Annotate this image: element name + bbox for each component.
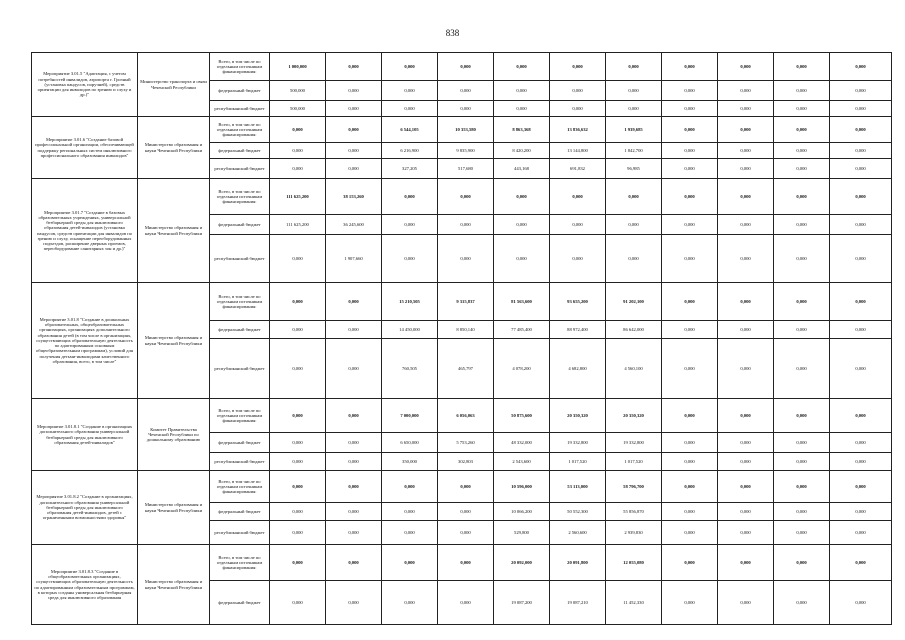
amount-cell: 0,000: [550, 235, 606, 283]
amount-cell: 0,000: [606, 235, 662, 283]
amount-cell: 111 625,200: [270, 215, 326, 235]
executor-cell: Министерство образования и науки Чеченской Республики: [138, 117, 210, 179]
amount-cell: 1 842,700: [606, 143, 662, 159]
amount-cell: 0,000: [270, 581, 326, 625]
amount-cell: 0,000: [494, 235, 550, 283]
amount-cell: 0,000: [438, 545, 494, 581]
amount-cell: 0,000: [718, 117, 774, 143]
amount-cell: 0,000: [326, 101, 382, 117]
amount-cell: 0,000: [662, 117, 718, 143]
amount-cell: 58 796,700: [606, 471, 662, 503]
amount-cell: 12 055,080: [606, 545, 662, 581]
amount-cell: 2 543,600: [494, 453, 550, 471]
funding-source-cell: республиканский бюджет: [210, 339, 270, 399]
amount-cell: 38 153,260: [326, 179, 382, 215]
measure-name-cell: Мероприятие 3.01.8.2 "Создание в организациях, дополнительного образования универсальной безбарьерной среды для инклюзивного образования детей-инвалидов, детей с ограниченными возможностями здоровья": [32, 471, 138, 545]
amount-cell: 0,000: [830, 399, 892, 433]
amount-cell: 13 144,800: [550, 143, 606, 159]
amount-cell: 0,000: [830, 453, 892, 471]
executor-cell: Министерство образования и науки Чеченской Республики: [138, 179, 210, 283]
amount-cell: 91 202,100: [606, 283, 662, 321]
amount-cell: 88 972,400: [550, 321, 606, 339]
amount-cell: 0,000: [382, 215, 438, 235]
amount-cell: 0,000: [326, 159, 382, 179]
amount-cell: 53 113,000: [550, 471, 606, 503]
amount-cell: 0,000: [326, 399, 382, 433]
amount-cell: 0,000: [830, 117, 892, 143]
amount-cell: 19 332,800: [550, 433, 606, 453]
measure-name-cell: Мероприятие 3.01.8 "Создание в дошкольных образовательных, общеобразовательных организациях, организациях дополнительного образования детей (в том числе в организациях, осуществляющих образовательную деятельность по адаптированным основным общеобразовательным программам), условий для получения детьми-инвалидами качественного образования, всего, в том числе": [32, 283, 138, 399]
funding-source-cell: федеральный бюджет: [210, 581, 270, 625]
table-row: [32, 283, 892, 321]
executor-cell: Комитет Правительства Чеченской Республики по дошкольному образованию: [138, 399, 210, 471]
amount-cell: 0,000: [438, 471, 494, 503]
amount-cell: 19 087,210: [550, 581, 606, 625]
amount-cell: 0,000: [662, 101, 718, 117]
amount-cell: 6 216,900: [382, 143, 438, 159]
amount-cell: 0,000: [494, 215, 550, 235]
amount-cell: 0,000: [438, 179, 494, 215]
amount-cell: 0,000: [326, 433, 382, 453]
amount-cell: 0,000: [662, 283, 718, 321]
amount-cell: 529,800: [494, 521, 550, 545]
amount-cell: 10 353,580: [438, 117, 494, 143]
amount-cell: 9 315,837: [438, 283, 494, 321]
amount-cell: 0,000: [550, 179, 606, 215]
amount-cell: 13 836,632: [550, 117, 606, 143]
amount-cell: 4 682,800: [550, 339, 606, 399]
amount-cell: 7 000,000: [382, 399, 438, 433]
amount-cell: 0,000: [662, 179, 718, 215]
amount-cell: 0,000: [662, 545, 718, 581]
funding-source-cell: федеральный бюджет: [210, 503, 270, 521]
amount-cell: 0,000: [270, 545, 326, 581]
table-row: [32, 117, 892, 143]
amount-cell: 0,000: [718, 101, 774, 117]
amount-cell: 0,000: [774, 453, 830, 471]
amount-cell: 6 544,105: [382, 117, 438, 143]
amount-cell: 0,000: [830, 503, 892, 521]
amount-cell: 0,000: [774, 53, 830, 81]
amount-cell: 0,000: [662, 581, 718, 625]
amount-cell: 0,000: [774, 471, 830, 503]
amount-cell: 0,000: [270, 159, 326, 179]
amount-cell: 0,000: [830, 581, 892, 625]
amount-cell: 0,000: [382, 503, 438, 521]
amount-cell: 0,000: [270, 503, 326, 521]
measure-name-cell: Мероприятие 3.01.5 "Адаптация, с учетом потребностей инвалидов, аэропорта г. Грозный (установка пандусов, поручней), средств ориентации для инвалидов по зрению и слуху и др.)": [32, 53, 138, 117]
amount-cell: 0,000: [270, 117, 326, 143]
amount-cell: 19 332,800: [606, 433, 662, 453]
amount-cell: 0,000: [774, 433, 830, 453]
amount-cell: 0,000: [270, 399, 326, 433]
amount-cell: 0,000: [774, 143, 830, 159]
amount-cell: 48 332,000: [494, 433, 550, 453]
amount-cell: 1 939,685: [606, 117, 662, 143]
amount-cell: 0,000: [774, 235, 830, 283]
amount-cell: 0,000: [662, 235, 718, 283]
amount-cell: 500,000: [270, 101, 326, 117]
amount-cell: 1 017,520: [606, 453, 662, 471]
funding-source-cell: республиканский бюджет: [210, 235, 270, 283]
amount-cell: 0,000: [438, 521, 494, 545]
amount-cell: 0,000: [774, 521, 830, 545]
amount-cell: 2 560,600: [550, 521, 606, 545]
amount-cell: 0,000: [662, 521, 718, 545]
amount-cell: 0,000: [830, 53, 892, 81]
amount-cell: 6 056,063: [438, 399, 494, 433]
amount-cell: 0,000: [774, 339, 830, 399]
amount-cell: 50 875,600: [494, 399, 550, 433]
amount-cell: 0,000: [718, 521, 774, 545]
amount-cell: 0,000: [326, 81, 382, 101]
amount-cell: 0,000: [662, 503, 718, 521]
budget-table: [31, 52, 892, 625]
amount-cell: 0,000: [326, 339, 382, 399]
amount-cell: 20 350,320: [550, 399, 606, 433]
amount-cell: 0,000: [774, 215, 830, 235]
measure-name-cell: Мероприятие 3.01.6 "Создание базовой профессиональной организации, обеспечивающей поддержку региональных систем инклюзивного профессионального образования инвалидов": [32, 117, 138, 179]
amount-cell: 327,205: [382, 159, 438, 179]
funding-source-cell: федеральный бюджет: [210, 433, 270, 453]
amount-cell: 36 245,600: [326, 215, 382, 235]
amount-cell: 0,000: [774, 581, 830, 625]
amount-cell: 0,000: [830, 179, 892, 215]
amount-cell: 0,000: [774, 117, 830, 143]
amount-cell: 1 000,000: [270, 53, 326, 81]
amount-cell: 50 552,300: [550, 503, 606, 521]
amount-cell: 0,000: [718, 433, 774, 453]
amount-cell: 0,000: [718, 503, 774, 521]
amount-cell: 0,000: [270, 471, 326, 503]
amount-cell: 0,000: [718, 179, 774, 215]
amount-cell: 350,000: [382, 453, 438, 471]
amount-cell: 0,000: [326, 545, 382, 581]
executor-cell: Министерство образования и науки Чеченской Республики: [138, 471, 210, 545]
page-number: 838: [445, 28, 460, 38]
amount-cell: 77 485,400: [494, 321, 550, 339]
amount-cell: 0,000: [326, 503, 382, 521]
amount-cell: 2 939,830: [606, 521, 662, 545]
amount-cell: 0,000: [774, 545, 830, 581]
amount-cell: 0,000: [438, 215, 494, 235]
amount-cell: 0,000: [382, 81, 438, 101]
amount-cell: 10 066,200: [494, 503, 550, 521]
amount-cell: 302,803: [438, 453, 494, 471]
amount-cell: 0,000: [270, 283, 326, 321]
amount-cell: 0,000: [662, 159, 718, 179]
amount-cell: 0,000: [718, 581, 774, 625]
amount-cell: 8 850,140: [438, 321, 494, 339]
amount-cell: 0,000: [550, 81, 606, 101]
amount-cell: 0,000: [494, 101, 550, 117]
amount-cell: 0,000: [494, 179, 550, 215]
amount-cell: 0,000: [774, 179, 830, 215]
amount-cell: 0,000: [830, 321, 892, 339]
amount-cell: 0,000: [718, 321, 774, 339]
amount-cell: 0,000: [774, 503, 830, 521]
amount-cell: 0,000: [718, 53, 774, 81]
amount-cell: 0,000: [326, 143, 382, 159]
amount-cell: 0,000: [326, 581, 382, 625]
amount-cell: 0,000: [718, 545, 774, 581]
amount-cell: 86 642,000: [606, 321, 662, 339]
amount-cell: 0,000: [382, 521, 438, 545]
amount-cell: 0,000: [774, 101, 830, 117]
amount-cell: 1 017,520: [550, 453, 606, 471]
amount-cell: 0,000: [662, 433, 718, 453]
amount-cell: 0,000: [718, 399, 774, 433]
amount-cell: 0,000: [830, 471, 892, 503]
funding-source-cell: Всего, в том числе по отдельным источникам финансирования:: [210, 53, 270, 81]
table-row: [32, 471, 892, 503]
amount-cell: 0,000: [662, 81, 718, 101]
amount-cell: 0,000: [326, 283, 382, 321]
amount-cell: 0,000: [382, 53, 438, 81]
amount-cell: 0,000: [270, 321, 326, 339]
amount-cell: 1 907,660: [326, 235, 382, 283]
amount-cell: 0,000: [830, 545, 892, 581]
amount-cell: 0,000: [606, 53, 662, 81]
amount-cell: 760,505: [382, 339, 438, 399]
amount-cell: 8 863,368: [494, 117, 550, 143]
table-row: [32, 545, 892, 581]
amount-cell: 0,000: [382, 471, 438, 503]
amount-cell: 0,000: [718, 159, 774, 179]
amount-cell: 0,000: [718, 215, 774, 235]
amount-cell: 0,000: [438, 503, 494, 521]
amount-cell: 0,000: [830, 339, 892, 399]
funding-source-cell: Всего, в том числе по отдельным источникам финансирования:: [210, 179, 270, 215]
table-row: [32, 53, 892, 81]
amount-cell: 0,000: [606, 81, 662, 101]
amount-cell: 0,000: [774, 159, 830, 179]
amount-cell: 517,680: [438, 159, 494, 179]
amount-cell: 55 856,870: [606, 503, 662, 521]
amount-cell: 15 210,505: [382, 283, 438, 321]
amount-cell: 0,000: [662, 453, 718, 471]
amount-cell: 0,000: [662, 215, 718, 235]
amount-cell: 19 087,200: [494, 581, 550, 625]
amount-cell: 0,000: [718, 143, 774, 159]
measure-name-cell: Мероприятие 3.01.7 "Создание в базовых образовательных учреждениях, универсальной безбарьерной среды для инклюзивного образования детей-инвалидов (установка пандусов, средств ориентации для инвалидов по зрению и слуху, оснащение переоборудованных подъездов, расширение дверных проемов, переоборудование санитарных зон и др.)": [32, 179, 138, 283]
amount-cell: 0,000: [830, 81, 892, 101]
measure-name-cell: Мероприятие 3.01.8.3 "Создание в общеобразовательных организациях, осуществляющих образовательную деятельность по адаптированным образовательным программам, в которых созданы универсальная безбарьерная среда для инклюзивного образования: [32, 545, 138, 625]
amount-cell: 0,000: [830, 235, 892, 283]
amount-cell: 20 092,000: [494, 545, 550, 581]
measure-name-cell: Мероприятие 3.01.8.1 "Создание в организациях дополнительного образования универсальной безбарьерной среды для инклюзивного образования детей-инвалидов": [32, 399, 138, 471]
amount-cell: 4 078,200: [494, 339, 550, 399]
funding-source-cell: республиканский бюджет: [210, 453, 270, 471]
amount-cell: 0,000: [662, 53, 718, 81]
amount-cell: 81 563,600: [494, 283, 550, 321]
funding-source-cell: федеральный бюджет: [210, 143, 270, 159]
amount-cell: 0,000: [550, 101, 606, 117]
amount-cell: 443,168: [494, 159, 550, 179]
amount-cell: 0,000: [326, 453, 382, 471]
amount-cell: 0,000: [774, 81, 830, 101]
amount-cell: 0,000: [382, 235, 438, 283]
amount-cell: 465,797: [438, 339, 494, 399]
amount-cell: 0,000: [774, 399, 830, 433]
amount-cell: 0,000: [550, 53, 606, 81]
amount-cell: 0,000: [382, 545, 438, 581]
amount-cell: 500,000: [270, 81, 326, 101]
amount-cell: 0,000: [718, 235, 774, 283]
amount-cell: 0,000: [270, 339, 326, 399]
amount-cell: 0,000: [382, 101, 438, 117]
funding-source-cell: Всего, в том числе по отдельным источникам финансирования:: [210, 471, 270, 503]
table-body: [32, 53, 892, 625]
amount-cell: 0,000: [606, 179, 662, 215]
amount-cell: 0,000: [326, 117, 382, 143]
amount-cell: 0,000: [438, 235, 494, 283]
amount-cell: 0,000: [830, 159, 892, 179]
amount-cell: 0,000: [606, 215, 662, 235]
amount-cell: 0,000: [774, 321, 830, 339]
amount-cell: 0,000: [718, 339, 774, 399]
amount-cell: 0,000: [494, 81, 550, 101]
amount-cell: 9 835,900: [438, 143, 494, 159]
amount-cell: 0,000: [382, 179, 438, 215]
amount-cell: 0,000: [494, 53, 550, 81]
amount-cell: 0,000: [438, 81, 494, 101]
funding-source-cell: федеральный бюджет: [210, 81, 270, 101]
amount-cell: 14 450,000: [382, 321, 438, 339]
amount-cell: 0,000: [662, 321, 718, 339]
amount-cell: 8 420,200: [494, 143, 550, 159]
amount-cell: 0,000: [830, 433, 892, 453]
amount-cell: 0,000: [718, 81, 774, 101]
amount-cell: 0,000: [718, 283, 774, 321]
executor-cell: Министерство образования и науки Чеченской Республики: [138, 283, 210, 399]
amount-cell: 0,000: [438, 53, 494, 81]
amount-cell: 0,000: [438, 101, 494, 117]
executor-cell: Министерство транспорта и связи Чеченской Республики: [138, 53, 210, 117]
amount-cell: 20 091,800: [550, 545, 606, 581]
amount-cell: 0,000: [662, 339, 718, 399]
amount-cell: 0,000: [382, 581, 438, 625]
table-row: [32, 179, 892, 215]
funding-source-cell: федеральный бюджет: [210, 321, 270, 339]
amount-cell: 96,985: [606, 159, 662, 179]
amount-cell: 0,000: [830, 215, 892, 235]
amount-cell: 20 350,320: [606, 399, 662, 433]
amount-cell: 0,000: [326, 321, 382, 339]
amount-cell: 6 650,000: [382, 433, 438, 453]
funding-source-cell: Всего, в том числе по отдельным источникам финансирования:: [210, 399, 270, 433]
funding-source-cell: Всего, в том числе по отдельным источникам финансирования:: [210, 117, 270, 143]
amount-cell: 691,832: [550, 159, 606, 179]
amount-cell: 10 596,000: [494, 471, 550, 503]
funding-source-cell: Всего, в том числе по отдельным источникам финансирования:: [210, 283, 270, 321]
amount-cell: 0,000: [718, 453, 774, 471]
amount-cell: 0,000: [270, 235, 326, 283]
amount-cell: 0,000: [830, 101, 892, 117]
amount-cell: 0,000: [438, 581, 494, 625]
amount-cell: 111 625,200: [270, 179, 326, 215]
amount-cell: 0,000: [270, 143, 326, 159]
amount-cell: 0,000: [662, 399, 718, 433]
funding-source-cell: Всего, в том числе по отдельным источникам финансирования:: [210, 545, 270, 581]
amount-cell: 0,000: [606, 101, 662, 117]
amount-cell: 0,000: [718, 471, 774, 503]
amount-cell: 0,000: [326, 471, 382, 503]
funding-source-cell: республиканский бюджет: [210, 101, 270, 117]
executor-cell: Министерство образования и науки Чеченской Республики: [138, 545, 210, 625]
funding-source-cell: федеральный бюджет: [210, 215, 270, 235]
amount-cell: 5 753,260: [438, 433, 494, 453]
amount-cell: 0,000: [830, 143, 892, 159]
table-row: [32, 399, 892, 433]
amount-cell: 0,000: [270, 521, 326, 545]
amount-cell: 0,000: [662, 143, 718, 159]
amount-cell: 0,000: [830, 521, 892, 545]
amount-cell: 93 655,200: [550, 283, 606, 321]
amount-cell: 0,000: [270, 453, 326, 471]
amount-cell: 0,000: [830, 283, 892, 321]
funding-source-cell: республиканский бюджет: [210, 521, 270, 545]
amount-cell: 0,000: [270, 433, 326, 453]
amount-cell: 0,000: [550, 215, 606, 235]
funding-source-cell: республиканский бюджет: [210, 159, 270, 179]
amount-cell: 11 452,330: [606, 581, 662, 625]
amount-cell: 0,000: [662, 471, 718, 503]
amount-cell: 0,000: [326, 521, 382, 545]
amount-cell: 4 560,100: [606, 339, 662, 399]
amount-cell: 0,000: [774, 283, 830, 321]
amount-cell: 0,000: [326, 53, 382, 81]
